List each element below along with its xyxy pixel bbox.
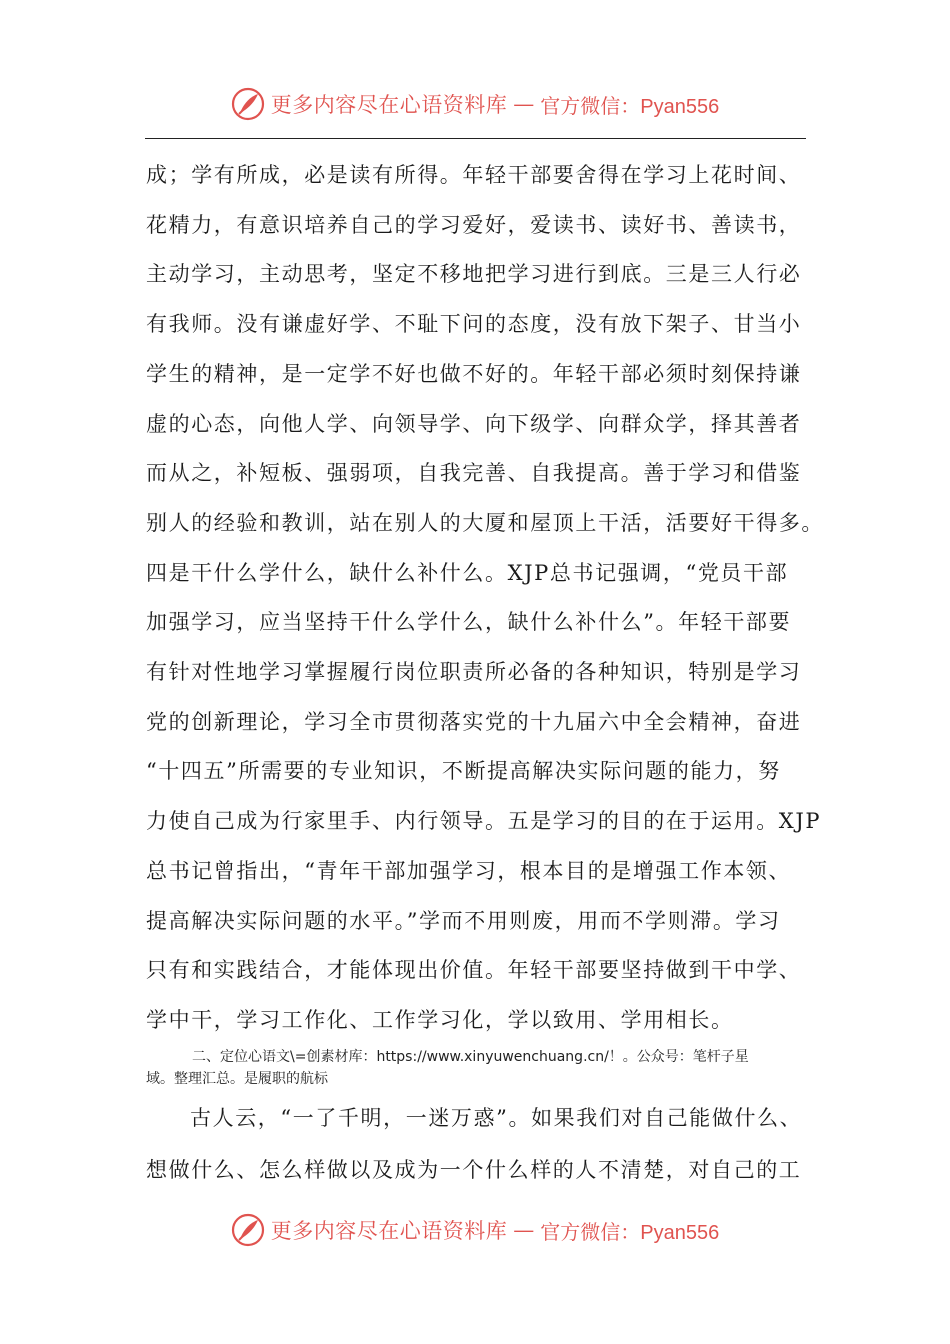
body-line: 虚的心态，向他人学、向领导学、向下级学、向群众学，择其善者 (146, 411, 802, 436)
quill-logo-icon (231, 87, 265, 121)
body-line: 力使自己成为行家里手、内行领导。五是学习的目的在于运用。XJP (146, 809, 822, 834)
footer-wechat-text: 官方微信：Pyan556 (540, 1221, 720, 1244)
second-paragraph-line: 想做什么、怎么样做以及成为一个什么样的人不清楚，对自己的工 (146, 1158, 802, 1182)
section-note-line-1: 二、定位心语文\=创素材库：https://www.xinyuwenchuang.cn/！。公众号：笔杆子星 (192, 1049, 749, 1065)
header-divider (145, 138, 806, 139)
body-line: 主动学习，主动思考，坚定不移地把学习进行到底。三是三人行必 (146, 262, 802, 287)
body-text (146, 151, 824, 1046)
quill-logo-icon (231, 1213, 265, 1247)
body-line: 加强学习，应当坚持干什么学什么，缺什么补什么”。年轻干部要 (146, 610, 792, 635)
body-line: 四是干什么学什么，缺什么补什么。XJP总书记强调，“党员干部 (146, 560, 789, 585)
body-line: 只有和实践结合，才能体现出价值。年轻干部要坚持做到干中学、 (146, 958, 802, 983)
footer-dash: — (513, 1218, 535, 1242)
page-footer (0, 1208, 950, 1252)
body-line: 花精力，有意识培养自己的学习爱好，爱读书、读好书、善读书， (146, 212, 802, 237)
footer-banner (231, 1213, 719, 1247)
body-line: 提高解决实际问题的水平。”学而不用则废，用而不学则滞。学习 (146, 908, 781, 933)
section-note (146, 1046, 808, 1090)
header-dash: — (513, 92, 535, 116)
header-brand-text: 更多内容尽在心语资料库 (270, 93, 508, 117)
header-wechat-text: 官方微信：Pyan556 (540, 95, 720, 118)
second-paragraph (146, 1092, 826, 1196)
footer-brand-text: 更多内容尽在心语资料库 (270, 1219, 508, 1243)
section-note-line-2: 域。整理汇总。是履职的航标 (146, 1071, 328, 1087)
body-line: “十四五”所需要的专业知识，不断提高解决实际问题的能力，努 (146, 759, 781, 784)
body-line: 学生的精神，是一定学不好也做不好的。年轻干部必须时刻保持谦 (146, 361, 802, 386)
second-paragraph-line: 古人云，“一了千明，一迷万惑”。如果我们对自己能做什么、 (190, 1106, 803, 1130)
header-banner (231, 87, 719, 121)
page-header (0, 82, 950, 126)
body-line: 学中干，学习工作化、工作学习化，学以致用、学用相长。 (146, 1007, 734, 1032)
body-line: 党的创新理论，学习全市贯彻落实党的十九届六中全会精神，奋进 (146, 709, 802, 734)
body-line: 有针对性地学习掌握履行岗位职责所必备的各种知识，特别是学习 (146, 660, 802, 685)
body-paragraph (146, 151, 824, 1046)
body-line: 而从之，补短板、强弱项，自我完善、自我提高。善于学习和借鉴 (146, 461, 802, 486)
body-line: 总书记曾指出，“青年干部加强学习，根本目的是增强工作本领、 (146, 858, 792, 883)
body-line: 有我师。没有谦虚好学、不耻下问的态度，没有放下架子、甘当小 (146, 312, 802, 337)
body-line: 别人的经验和教训，站在别人的大厦和屋顶上干活，活要好干得多。 (146, 510, 824, 535)
body-line: 成；学有所成，必是读有所得。年轻干部要舍得在学习上花时间、 (146, 163, 802, 187)
